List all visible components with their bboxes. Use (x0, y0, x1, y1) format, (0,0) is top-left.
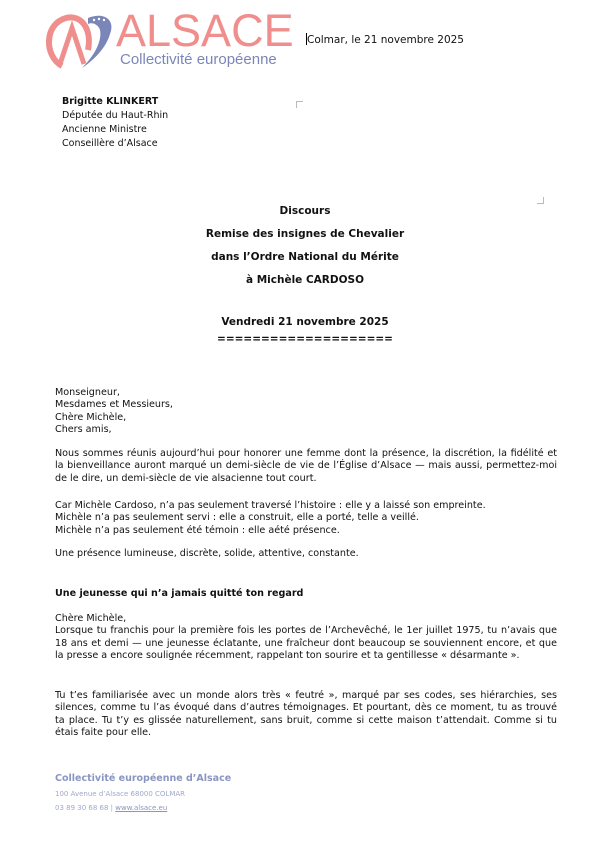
logo-wordmark: ALSACE (116, 5, 294, 56)
place-date-text: Colmar, le 21 novembre 2025 (307, 34, 464, 46)
paragraph-line: Michèle n’a pas seulement été témoin : elle aété présence. (55, 524, 340, 536)
event-date: Vendredi 21 novembre 2025 (221, 316, 389, 328)
paragraph: Une présence lumineuse, discrète, solide, attentive, constante. (55, 548, 359, 559)
event-date-block (150, 314, 460, 348)
paragraph-line: Michèle n’a pas seulement servi : elle a construit, elle a porté, telle a veillé. (55, 512, 419, 524)
title-line: dans l’Ordre National du Mérite (211, 251, 399, 263)
paragraph-line: Car Michèle Cardoso, n’a pas seulement traversé l’histoire : elle y a laissé son empreinte. (55, 500, 486, 511)
sender-line: Conseillère d’Alsace (62, 138, 158, 149)
greetings (55, 387, 557, 436)
title-line: Discours (279, 205, 331, 217)
footer-contact (55, 804, 231, 812)
footer-title: Collectivité européenne d’Alsace (55, 773, 232, 784)
paragraph (55, 500, 557, 537)
greeting-line: Monseigneur, (55, 387, 120, 398)
crop-mark-bottom-right (537, 197, 544, 204)
sender-block (62, 95, 168, 151)
logo-subtitle: Collectivité européenne (120, 51, 277, 68)
section-heading: Une jeunesse qui n’a jamais quitté ton regard (55, 588, 304, 599)
crop-mark-top-left (296, 101, 303, 108)
sender-name: Brigitte KLINKERT (62, 96, 159, 107)
sender-line: Députée du Haut-Rhin (62, 110, 169, 121)
alsace-logo (42, 5, 294, 72)
footer (55, 773, 231, 812)
paragraph (55, 613, 557, 662)
website-link[interactable]: www.alsace.eu (115, 804, 168, 812)
greeting-line: Mesdames et Messieurs, (55, 399, 173, 411)
speech-title (150, 200, 460, 292)
greeting-line: Chère Michèle, (55, 411, 127, 423)
paragraph: Nous sommes réunis aujourd’hui pour honorer une femme dont la présence, la discrétion, la fidélité et la bienveillance auront marqué un demi-siècle de vie de l’Église d’Alsace — mais aussi, permettez-moi de le dire, un demi-siècle de vie alsacienne tout court. (55, 448, 557, 484)
footer-address: 100 Avenue d’Alsace 68000 COLMAR (55, 790, 186, 798)
title-line: à Michèle CARDOSO (245, 274, 365, 286)
paragraph: Tu t’es familiarisée avec un monde alors très « feutré », marqué par ses codes, ses hiérarchies, ses silences, comme tu l’as évoqué dans d’autres témoignages. Et pourtant, dès ce moment, tu as trouvé ta place. Tu t’y es glissée naturellement, sans bruit, comme si cette maison t’attendait. Comme si tu étais faite pour elle. (55, 690, 557, 738)
paragraph-text: Lorsque tu franchis pour la première fois les portes de l’Archevêché, le 1er juillet 1975, tu n’avais que 18 ans et demi — une jeunesse éclatante, une fraîcheur dont beaucoup se souviennent encore, et que la presse a encore soulignée récemment, rappelant ton sourire et ta gentillesse « désarmante ». (55, 625, 557, 661)
footer-phone: 03 89 30 68 68 | (55, 804, 116, 812)
place-date (306, 33, 464, 46)
separator: ==================== (217, 333, 393, 345)
logo-emblem-icon (42, 10, 114, 72)
paragraph-greeting: Chère Michèle, (55, 613, 127, 624)
greeting-line: Chers amis, (55, 423, 112, 435)
title-line: Remise des insignes de Chevalier (205, 228, 405, 240)
sender-line: Ancienne Ministre (62, 124, 147, 135)
